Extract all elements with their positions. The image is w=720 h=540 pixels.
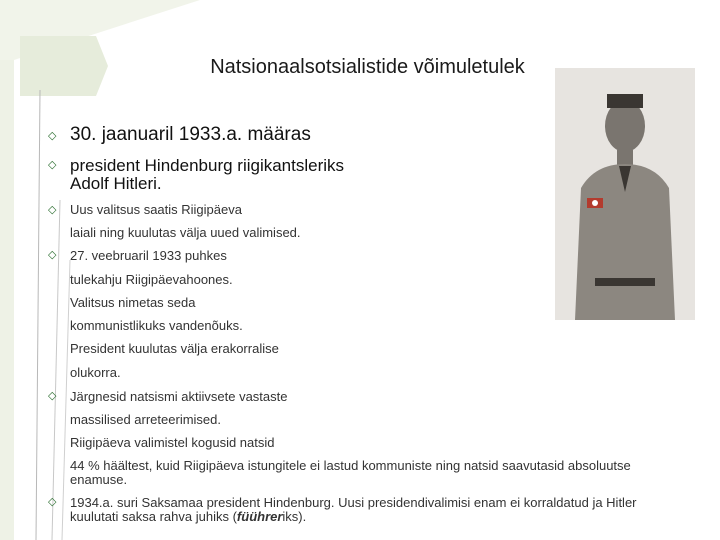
bullet-diamond-icon: ◇ xyxy=(48,159,57,171)
body-line: laiali ning kuulutas välja uued valimised. xyxy=(70,225,301,240)
heading-line-2: president Hindenburg riigikantsleriks xyxy=(70,156,345,175)
accent-line-3 xyxy=(62,260,70,540)
body-paragraph-last xyxy=(70,496,680,524)
body-line: kommunistlikuks vandenõuks. xyxy=(70,318,243,333)
body-line: Järgnesid natsismi aktiivsete vastaste xyxy=(70,389,288,404)
heading-line-3: Adolf Hitleri. xyxy=(70,174,162,193)
body-paragraph: 44 % häältest, kuid Riigipäeva istungitele ei lastud kommuniste ning natsid saavutasid absoluutse enamuse. xyxy=(70,458,631,487)
bullet-diamond-icon: ◇ xyxy=(48,496,57,508)
body-line: olukorra. xyxy=(70,365,121,380)
body-line: Riigipäeva valimistel kogusid natsid xyxy=(70,435,275,450)
body-line: tulekahju Riigipäevahoones. xyxy=(70,272,233,287)
portrait-image xyxy=(555,68,695,320)
slide-title: Natsionaalsotsialistide võimuletulek xyxy=(210,56,525,78)
body-text-part: iks). xyxy=(282,509,307,524)
body-text-part: 1934.a. suri Saksamaa president Hindenburg. Uusi presidendivalimisi enam ei korraldatud ja Hitler kuulutati saksa rahva juhiks ( xyxy=(70,495,637,524)
body-line: Uus valitsus saatis Riigipäeva xyxy=(70,202,242,217)
bullet-diamond-icon: ◇ xyxy=(48,390,57,402)
bullet-diamond-icon: ◇ xyxy=(48,130,57,142)
bullet-diamond-icon: ◇ xyxy=(48,249,57,261)
bullet-diamond-icon: ◇ xyxy=(48,204,57,216)
top-left-green-bar xyxy=(0,0,14,540)
body-line: President kuulutas välja erakorralise xyxy=(70,341,279,356)
body-line: 27. veebruaril 1933 puhkes xyxy=(70,248,227,263)
body-line: massilised arreteerimised. xyxy=(70,412,221,427)
emphasized-word: füührer xyxy=(236,509,283,524)
heading-line-1: 30. jaanuaril 1933.a. määras xyxy=(70,124,311,145)
accent-line-1 xyxy=(36,90,40,540)
body-line: Valitsus nimetas seda xyxy=(70,295,196,310)
